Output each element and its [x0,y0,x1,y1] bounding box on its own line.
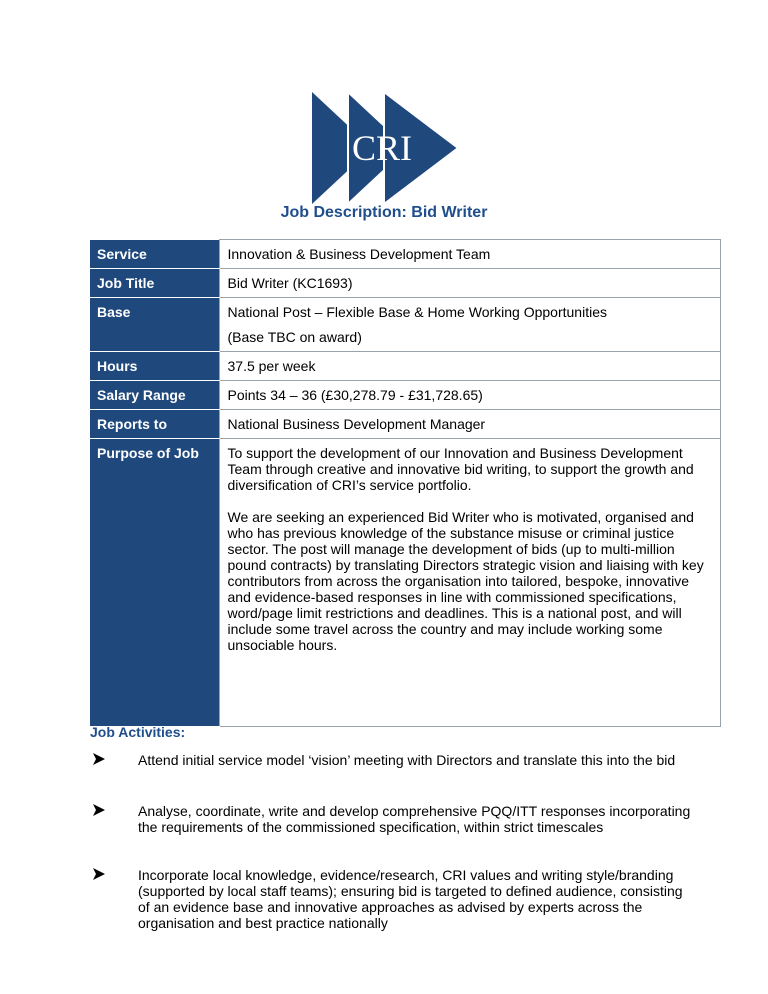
logo-text: CRI [351,128,413,168]
purpose-label: Purpose of Job [90,439,219,727]
reports-to-value: National Business Development Manager [219,410,721,439]
table-row [90,410,721,439]
hours-label: Hours [90,352,219,381]
activities-heading: Job Activities: [90,724,186,740]
purpose-value [219,439,721,727]
salary-value: Points 34 – 36 (£30,278.79 - £31,728.65) [219,381,721,410]
activity-text: Attend initial service model ‘vision’ meeting with Directors and translate this into the bid [138,752,676,768]
service-label: Service [90,240,219,269]
job-info-table [90,239,721,727]
arrow-bullet-icon [93,804,105,816]
arrow-bullet-icon [93,753,105,765]
purpose-paragraph-2: We are seeking an experienced Bid Writer who is motivated, organised and who has previous knowledge of the substance misuse or criminal justice sector. The post will manage the development of bids (up to multi-million pound contracts) by translating Directors strategic vision and liaising with key contributors from across the organisation into tailored, bespoke, innovative and evidence-based responses in line with commissioned specifications, word/page limit restrictions and deadlines. This is a national post, and will include some travel across the country and may include working some unsociable hours. [227,509,704,653]
table-row [90,381,721,410]
document-title: Job Description: Bid Writer [280,204,488,221]
hours-value: 37.5 per week [219,352,721,381]
service-value: Innovation & Business Development Team [219,240,721,269]
activity-text: Analyse, coordinate, write and develop comprehensive PQQ/ITT responses incorporating the requirements of the commissioned specification, within strict timescales [138,803,691,835]
salary-label: Salary Range [90,381,219,410]
purpose-paragraph-1: To support the development of our Innovation and Business Development Team through creative and innovative bid writing, to support the growth and diversification of CRI’s service portfolio. [227,445,694,493]
reports-to-label: Reports to [90,410,219,439]
table-row [90,269,721,298]
activity-text: Incorporate local knowledge, evidence/research, CRI values and writing style/branding (supported by local staff teams); ensuring bid is targeted to defined audience, consisting of an evidence base and innovative approaches as advised by experts across the organisation and best practice nationally [138,867,683,931]
base-label: Base [90,298,219,352]
table-row [90,439,721,727]
base-value-line2: (Base TBC on award) [227,329,362,345]
table-row [90,240,721,269]
job-title-label: Job Title [90,269,219,298]
table-row [90,298,721,352]
cri-logo [312,92,460,204]
base-value-line1: National Post – Flexible Base & Home Working Opportunities [227,304,607,320]
job-title-value: Bid Writer (KC1693) [219,269,721,298]
arrow-bullet-icon [93,868,105,880]
table-row [90,352,721,381]
base-value [219,298,721,352]
